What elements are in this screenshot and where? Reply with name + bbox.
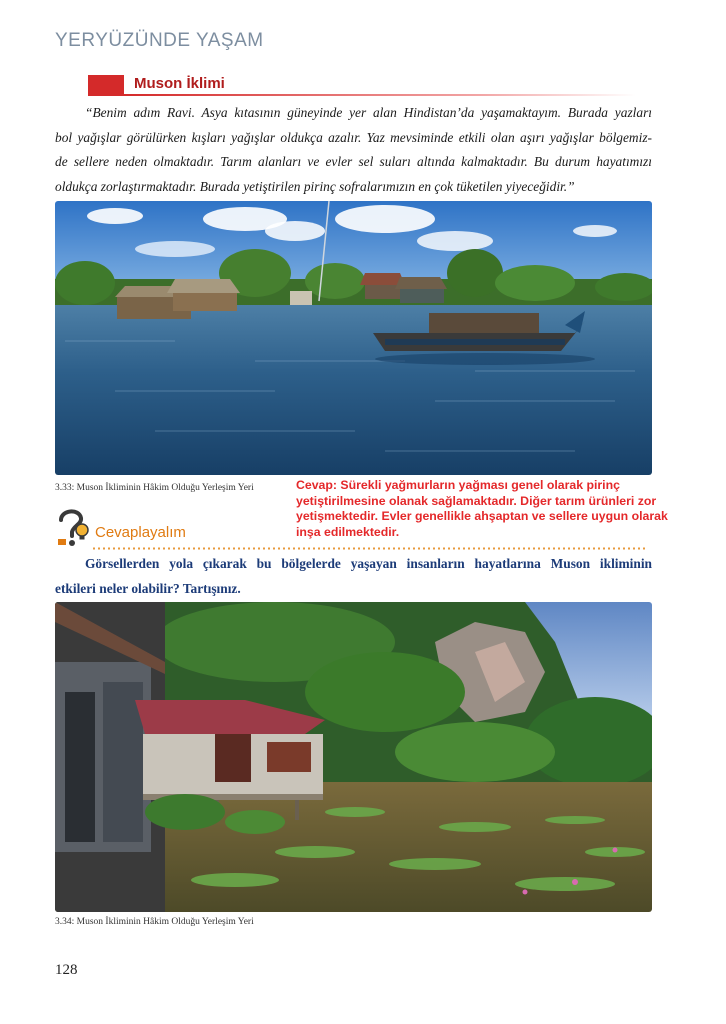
- section-title: Muson İklimi: [134, 75, 225, 92]
- quote-line: bol yağışlar görülürken kışları yağışlar oldukça azalır. Yaz mevsiminde etkili olan aşırı yağışlar bölgemiz-: [55, 129, 652, 145]
- figure-floating-village-photo: [55, 201, 652, 475]
- running-title: YERYÜZÜNDE YAŞAM: [55, 30, 264, 51]
- prompt-line: Görsellerden yola çıkarak bu bölgelerde yaşayan insanların hayatlarına Muson ikliminin: [85, 556, 652, 571]
- answer-line: yetişmektedir. Evler genellikle ahşaptan ve sellere uygun olarak: [296, 509, 668, 524]
- page-number: 128: [55, 962, 78, 978]
- quote-line: oldukça zorlaştırmaktadır. Burada yetiştirilen pirinç sofralarımızın en çok tüketilen yiyeceğidir.”: [55, 178, 575, 194]
- answer-text: [296, 478, 706, 540]
- figure-caption: 3.33: Muson İkliminin Hâkim Olduğu Yerleşim Yeri: [55, 483, 254, 493]
- section-marker: [88, 75, 124, 96]
- answer-line: yetiştirilmesine olanak sağlamaktadır. Diğer tarım ürünleri zor: [296, 493, 657, 508]
- answer-line: inşa edilmektedir.: [296, 524, 400, 539]
- answer-line: Cevap: Sürekli yağmurların yağması genel olarak pirinç: [296, 478, 620, 492]
- figure-caption: 3.34: Muson İkliminin Hâkim Olduğu Yerleşim Yeri: [55, 917, 254, 927]
- quote-paragraph: [55, 101, 652, 199]
- prompt-line: etkileri neler olabilir? Tartışınız.: [55, 580, 241, 596]
- question-bulb-icon: [55, 506, 91, 548]
- section-rule: [124, 94, 636, 96]
- activity-title: Cevaplayalım: [95, 524, 186, 541]
- quote-line: de sellere neden olmaktadır. Tarım alanları ve evler sel suları altında kalmaktadır. Bu durum hayatımızı: [55, 154, 652, 170]
- dotted-divider: [93, 547, 646, 550]
- quote-line: “Benim adım Ravi. Asya kıtasının güneyinde yer alan Hindistan’da yaşamaktayım. Burada yazları: [85, 105, 652, 120]
- figure-stilt-houses-photo: [55, 602, 652, 912]
- activity-prompt: [55, 552, 652, 601]
